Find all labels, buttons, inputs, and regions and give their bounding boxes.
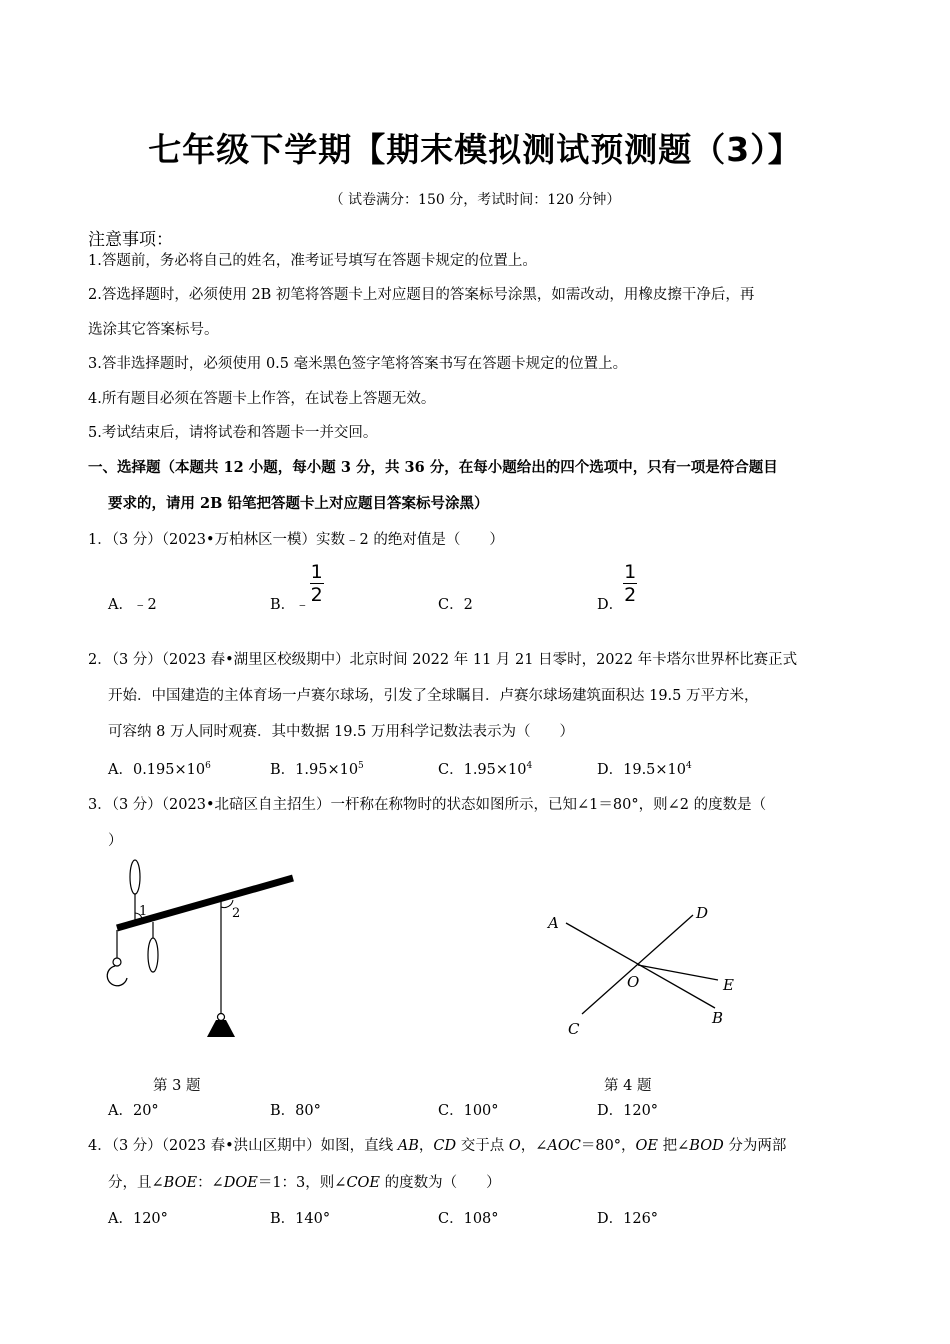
notice-item-3: 3.答非选择题时，必须使用 0.5 毫米黑色签字笔将答案书写在答题卡规定的位置上。: [88, 356, 628, 372]
question-3-line-2: ）: [108, 833, 123, 849]
point-c-label: C: [568, 1020, 580, 1038]
q4-option-b: B．140°: [270, 1211, 331, 1227]
q4-option-a: A．120°: [108, 1211, 168, 1227]
option-exponent: 4: [686, 761, 692, 771]
q3-option-d: D．120°: [597, 1103, 659, 1119]
q1-option-b-prefix: B．﹣: [270, 597, 310, 613]
point-e-label: E: [723, 976, 734, 994]
angle-2-label: 2: [232, 906, 241, 921]
question-2-line-2: 开始．中国建造的主体育场一卢赛尔球场，引发了全球瞩目．卢赛尔球场建筑面积达 19.5 万平方米，: [108, 688, 759, 704]
section-heading: 一、选择题（本题共 12 小题，每小题 3 分，共 36 分，在每小题给出的四个选项中，只有一项是符合题目: [88, 459, 778, 476]
weight-icon: [207, 1020, 235, 1037]
point-o-label: O: [627, 973, 640, 991]
notice-item-2: 2.答选择题时，必须使用 2B 初笔将答题卡上对应题目的答案标号涂黑，如需改动，用橡皮擦干净后，再: [88, 287, 755, 303]
question-4-line-1: [88, 1134, 786, 1155]
question-3-line-1: 3．（3 分）（2023•北碚区自主招生）一杆称在称物时的状态如图所示，已知∠1＝80°，则∠2 的度数是（: [88, 797, 767, 813]
text-segment: 4．（3 分）（2023 春•洪山区期中）如图，直线: [88, 1138, 398, 1154]
hook-icon: [107, 966, 127, 986]
q1-option-a: A．﹣2: [108, 597, 157, 613]
math-cd: CD: [433, 1138, 457, 1154]
text-segment: 分，且∠: [108, 1175, 164, 1191]
math-doe: DOE: [223, 1175, 258, 1191]
math-coe: COE: [346, 1175, 381, 1191]
question-1-stem: 1．（3 分）（2023•万柏林区一模）实数﹣2 的绝对值是（ ）: [88, 532, 504, 548]
math-boe: BOE: [163, 1175, 198, 1191]
text-segment: ＝80°，: [580, 1138, 636, 1154]
point-d-label: D: [696, 904, 709, 922]
beam: [117, 878, 293, 928]
q1-option-c: C．2: [438, 597, 473, 613]
math-bod: BOD: [689, 1138, 724, 1154]
line-cd: [582, 915, 693, 1014]
option-base: C．1.95×10: [438, 762, 527, 778]
notice-item-5: 5.考试结束后，请将试卷和答题卡一并交回。: [88, 425, 378, 441]
page-title: 七年级下学期【期末模拟测试预测题（3）】: [148, 130, 802, 169]
q2-option-c: [438, 758, 532, 779]
option-base: A．0.195×10: [108, 762, 206, 778]
lines-figure: [530, 890, 750, 1050]
fraction-numerator: 1: [310, 561, 323, 583]
option-exponent: 6: [205, 761, 211, 771]
lower-loop-icon: [148, 938, 158, 972]
math-oe: OE: [635, 1138, 659, 1154]
q1-option-b-fraction: [310, 562, 324, 605]
question-4-line-2: [108, 1171, 501, 1192]
text-segment: ，∠: [520, 1138, 548, 1154]
q1-option-d: [597, 562, 637, 614]
point-a-label: A: [548, 914, 559, 932]
fraction-denominator: 2: [310, 584, 323, 606]
text-segment: 把∠: [658, 1138, 690, 1154]
math-aoc: AOC: [547, 1138, 581, 1154]
notice-item-2-cont: 选涂其它答案标号。: [88, 322, 219, 338]
option-base: D．19.5×10: [597, 762, 687, 778]
math-o: O: [508, 1138, 521, 1154]
ray-oe: [638, 965, 718, 980]
q4-option-c: C．108°: [438, 1211, 499, 1227]
text-segment: ＝1：3，则∠: [257, 1175, 347, 1191]
lift-loop-icon: [130, 860, 140, 894]
q2-option-a: [108, 758, 211, 779]
section-heading-cont: 要求的，请用 2B 铅笔把答题卡上对应题目答案标号涂黑）: [108, 495, 489, 512]
text-segment: 分为两部: [723, 1138, 787, 1154]
figure-4-caption: 第 4 题: [604, 1078, 652, 1094]
q2-option-b: [270, 758, 364, 779]
q1-option-b: [270, 562, 324, 614]
text-segment: 的度数为（ ）: [380, 1175, 501, 1191]
q1-option-d-fraction: [623, 562, 637, 605]
point-b-label: B: [712, 1009, 724, 1027]
figure-3-caption: 第 3 题: [153, 1078, 201, 1094]
notice-item-1: 1.答题前，务必将自己的姓名，准考证号填写在答题卡规定的位置上。: [88, 253, 537, 269]
option-base: B．1.95×10: [270, 762, 359, 778]
fraction-denominator: 2: [624, 584, 637, 606]
notice-item-4: 4.所有题目必须在答题卡上作答，在试卷上答题无效。: [88, 391, 436, 407]
q4-option-d: D．126°: [597, 1211, 659, 1227]
q3-option-b: B．80°: [270, 1103, 321, 1119]
fraction-numerator: 1: [624, 561, 637, 583]
text-segment: ，: [418, 1138, 434, 1154]
text-segment: ：∠: [197, 1175, 224, 1191]
q2-option-d: [597, 758, 692, 779]
question-2-line-3: 可容纳 8 万人同时观赛．其中数据 19.5 万用科学记数法表示为（ ）: [108, 724, 574, 740]
q3-option-a: A．20°: [108, 1103, 159, 1119]
angle-1-label: 1: [139, 904, 148, 919]
exam-info: （ 试卷满分：150 分，考试时间：120 分钟）: [329, 192, 621, 208]
q1-option-d-prefix: D．: [597, 597, 624, 613]
option-exponent: 4: [526, 761, 533, 771]
option-exponent: 5: [358, 761, 364, 771]
notice-heading: 注意事项：: [88, 230, 173, 250]
question-2-line-1: 2．（3 分）（2023 春•湖里区校级期中）北京时间 2022 年 11 月 21 日零时，2022 年卡塔尔世界杯比赛正式: [88, 652, 798, 668]
steelyard-figure: [95, 855, 305, 1045]
text-segment: 交于点: [456, 1138, 509, 1154]
math-ab: AB: [397, 1138, 419, 1154]
q3-option-c: C．100°: [438, 1103, 499, 1119]
